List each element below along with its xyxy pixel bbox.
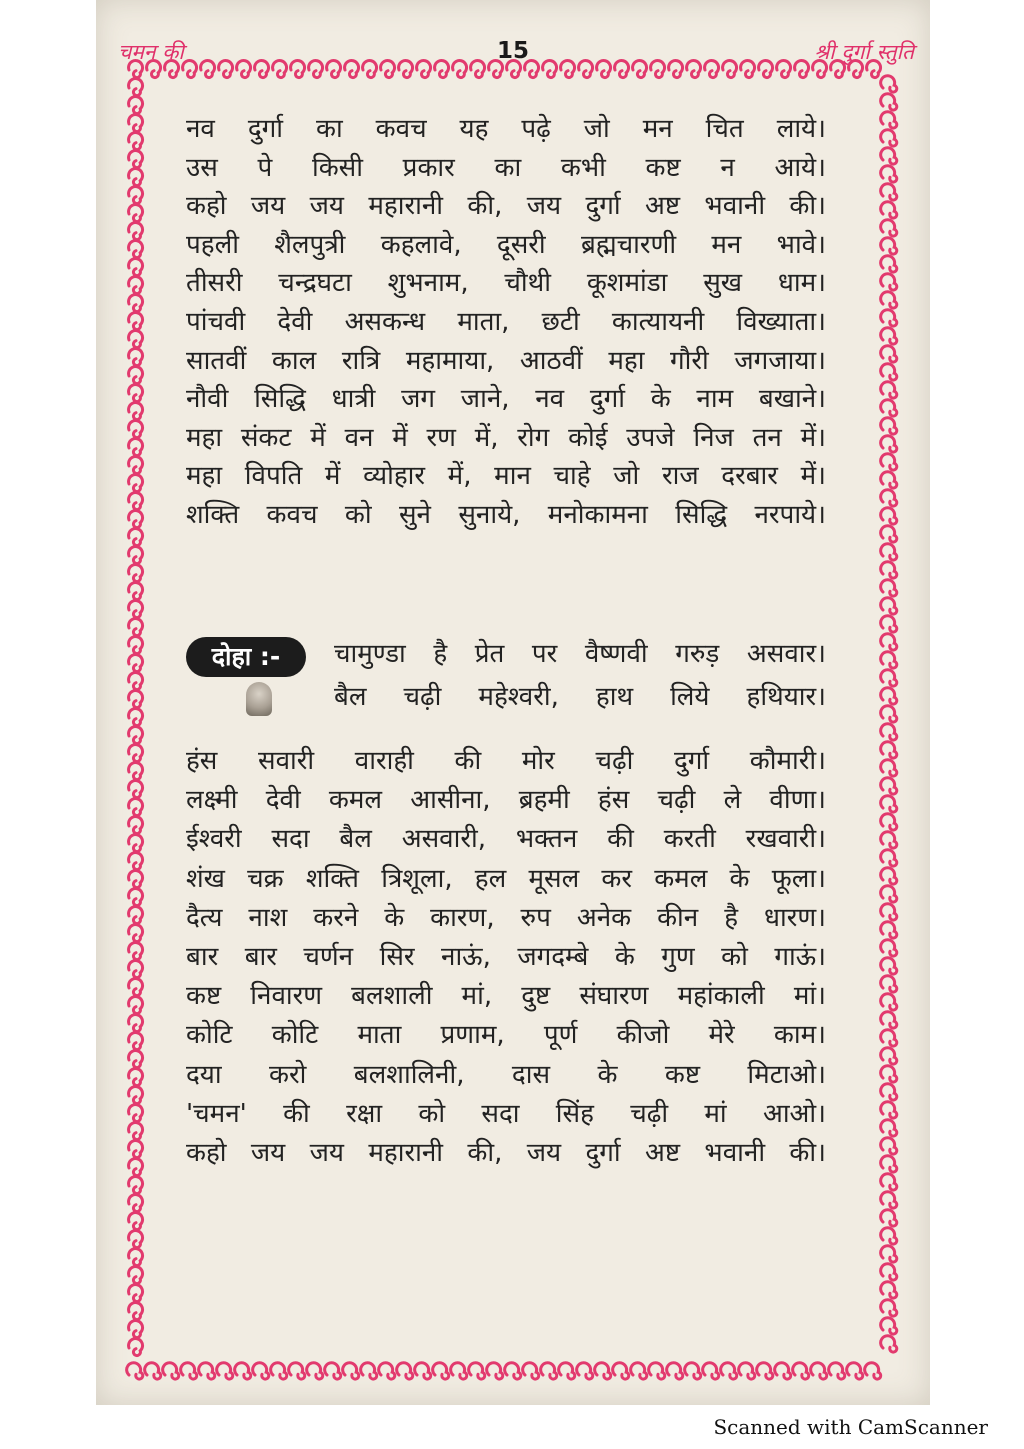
verse-line: बार बार चर्णन सिर नाऊं, जगदम्बे के गुण को गाऊं। [186, 941, 826, 972]
verse-line: शंख चक्र शक्ति त्रिशूला, हल मूसल कर कमल के फूला। [186, 863, 826, 894]
verse-line: शक्ति कवच को सुने सुनाये, मनोकामना सिद्धि नरपाये। [186, 499, 826, 530]
page-number: 15 [496, 38, 529, 64]
verse-line: महा विपति में व्योहार में, मान चाहे जो राज दरबार में। [186, 461, 826, 492]
verse-line: पहली शैलपुत्री कहलावे, दूसरी ब्रह्मचारणी मन भावे। [186, 229, 826, 260]
verse-line: दैत्य नाश करने के कारण, रुप अनेक कीन है धारण। [186, 902, 826, 933]
verse-line: कष्ट निवारण बलशाली मां, दुष्ट संघारण महांकाली मां। [186, 981, 826, 1012]
book-page [96, 0, 930, 1405]
verse-line: तीसरी चन्द्रघटा शुभनाम, चौथी कूशमांडा सुख धाम। [186, 268, 826, 299]
verse-line: नौवी सिद्धि धात्री जग जाने, नव दुर्गा के नाम बखाने। [186, 384, 826, 415]
verse-line: दया करो बलशालिनी, दास के कष्ट मिटाओ। [186, 1059, 826, 1090]
verse-line: ईश्वरी सदा बैल असवारी, भक्तन की करती रखवारी। [186, 824, 826, 855]
header-left: चमन की [118, 40, 184, 64]
scanner-watermark: Scanned with CamScanner [713, 1415, 988, 1439]
verse-line: सातवीं काल रात्रि महामाया, आठवीं महा गौरी जगजाया। [186, 345, 826, 376]
verse-line: हंस सवारी वाराही की मोर चढ़ी दुर्गा कौमारी। [186, 746, 826, 776]
verse-line: उस पे किसी प्रकार का कभी कष्ट न आये। [186, 152, 826, 183]
verse-line: महा संकट में वन में रण में, रोग कोई उपजे निज तन में। [186, 422, 826, 453]
verses-bottom [186, 742, 826, 1173]
verse-line: पांचवी देवी असकन्ध माता, छटी कात्यायनी विख्याता। [186, 306, 826, 337]
header-right: श्री दुर्गा स्तुति [814, 40, 914, 64]
doha-label: दोहा :- [186, 637, 306, 677]
portrait-image [246, 682, 272, 716]
verse-line: कहो जय जय महारानी की, जय दुर्गा अष्ट भवानी की। [186, 1137, 826, 1168]
verse-line: कहो जय जय महारानी की, जय दुर्गा अष्ट भवानी की। [186, 191, 826, 222]
doha-lines [334, 635, 826, 716]
verse-line: लक्ष्मी देवी कमल आसीना, ब्रहमी हंस चढ़ी ले वीणा। [186, 785, 826, 816]
verse-line: 'चमन' की रक्षा को सदा सिंह चढ़ी मां आओ। [186, 1098, 826, 1129]
doha-line: चामुण्डा है प्रेत पर वैष्णवी गरुड़ असवार। [334, 639, 826, 669]
doha-line: बैल चढ़ी महेश्वरी, हाथ लिये हथियार। [334, 681, 826, 712]
verses-top [186, 110, 826, 535]
doha-block [186, 635, 826, 725]
verse-line: कोटि कोटि माता प्रणाम, पूर्ण कीजो मेरे काम। [186, 1020, 826, 1051]
verse-line: नव दुर्गा का कवच यह पढ़े जो मन चित लाये। [186, 114, 826, 144]
